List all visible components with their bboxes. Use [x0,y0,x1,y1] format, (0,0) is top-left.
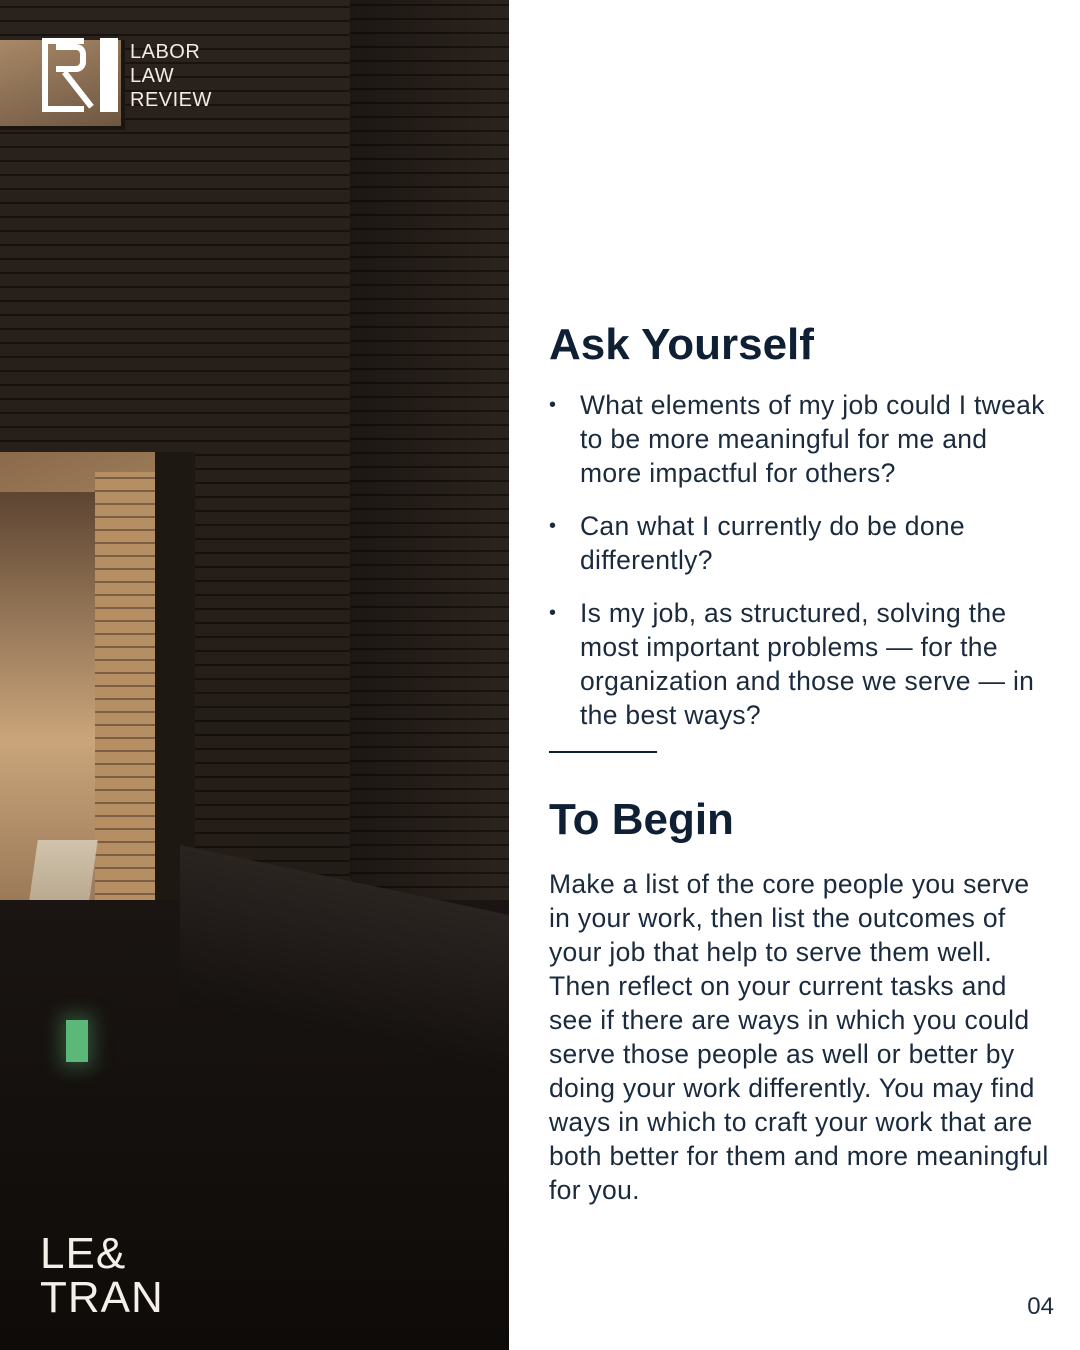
to-begin-heading: To Begin [549,795,734,844]
labor-law-review-logo [42,38,212,112]
ask-yourself-heading: Ask Yourself [549,320,814,369]
text-panel [549,318,1054,1207]
list-item: • What elements of my job could I tweak to be more meaningful for me and more impactful for others? [549,388,1054,490]
logo-line-2: TRAN [40,1273,164,1322]
background-photo [0,0,509,1350]
brand-line: REVIEW [130,89,212,111]
exit-sign-icon [66,1020,88,1062]
question-list [549,388,1054,732]
list-item: • Can what I currently do be done differently? [549,509,1054,577]
brick-wall [350,0,509,900]
brand-line: LAW [130,65,175,87]
brand-line: LABOR [130,41,201,63]
page-number: 04 [1027,1293,1054,1320]
le-tran-logo [40,1229,164,1322]
list-item: • Is my job, as structured, solving the most important problems — for the organization and those we serve — in the best ways? [549,596,1054,732]
to-begin-body: Make a list of the core people you serve in your work, then list the outcomes of your job that help to serve them well. Then reflect on your current tasks and see if there are ways in which you could serve those people as well or better by doing your work differently. You may find ways in which to craft your work that are both better for them and more meaningful for you. [549,869,1049,1205]
doorway-bricks [95,472,160,932]
logo-line-1: LE& [40,1229,127,1278]
section-divider [549,751,657,753]
lit-doorway [0,452,195,942]
rl-monogram-icon [42,38,118,112]
brand-wordmark [130,40,212,112]
